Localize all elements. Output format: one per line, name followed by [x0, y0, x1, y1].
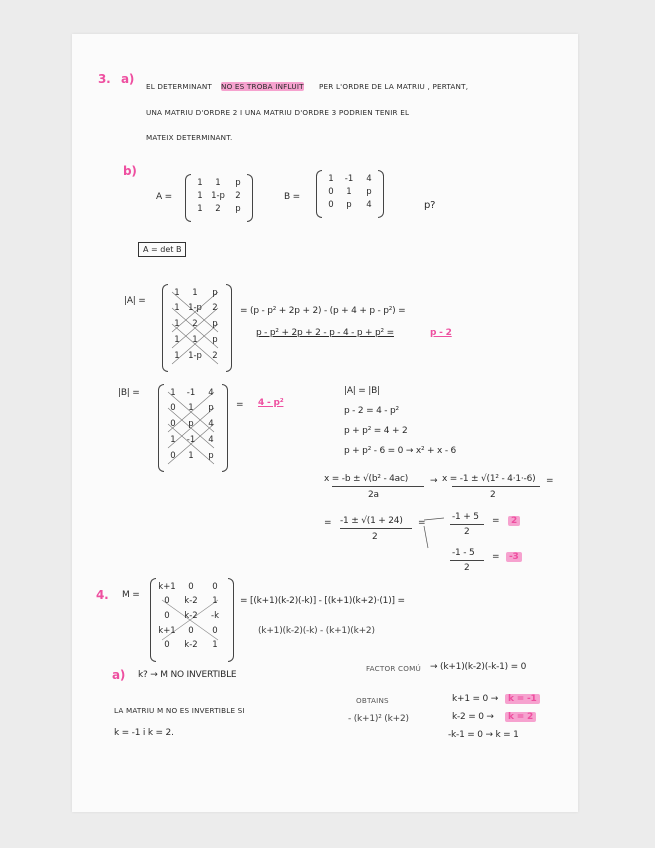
formula-substituted-num: x = -1 ± √(1² - 4·1·-6)	[442, 474, 536, 484]
obtaining-expr: - (k+1)² (k+2)	[348, 714, 409, 724]
scanned-page	[72, 34, 578, 812]
matrix-cell: k-2	[184, 640, 198, 650]
solution2-equals: =	[492, 552, 500, 562]
q3a-line1-start: EL DETERMINANT	[146, 82, 213, 91]
matrix-cell: p	[366, 187, 372, 197]
det-b-result: 4 - p²	[258, 398, 284, 408]
det-a-simplify: p - p² + 2p + 2 - p - 4 - p + p² =	[256, 328, 394, 338]
boxed-condition: A = det B	[138, 242, 186, 257]
formula-general-den: 2a	[368, 490, 379, 500]
factor-result: → (k+1)(k-2)(-k-1) = 0	[430, 662, 527, 672]
matrix-cell: 1	[174, 288, 180, 298]
matrix-cell: 2	[212, 303, 218, 313]
matrix-cell: 0	[212, 582, 218, 592]
q4-a-text-1: LA MATRIU M NO ES INVERTIBLE SI	[114, 706, 245, 715]
eq-line-4: p + p² - 6 = 0 → x² + x - 6	[344, 446, 457, 456]
matrix-cell: 0	[170, 419, 176, 429]
matrix-cell: 0	[328, 200, 334, 210]
matrix-cell: 1-p	[188, 303, 202, 313]
solution2-value: -3	[506, 552, 522, 562]
matrix-cell: 1	[170, 435, 176, 445]
matrix-cell: 1	[174, 351, 180, 361]
question-4-number: 4.	[96, 588, 109, 602]
solution2-den: 2	[464, 563, 470, 573]
matrix-cell: k-2	[184, 596, 198, 606]
matrix-cell: 1	[328, 174, 334, 184]
matrix-cell: 2	[235, 191, 241, 201]
matrix-cell: p	[346, 200, 352, 210]
obtaining-label: OBTAINS	[356, 696, 389, 705]
matrix-a	[191, 178, 247, 218]
formula-equals: =	[546, 476, 554, 486]
matrix-cell: 4	[366, 174, 372, 184]
root-2-value: k = 2	[505, 712, 536, 722]
matrix-cell: 2	[212, 351, 218, 361]
root-1-value: k = -1	[505, 694, 540, 704]
matrix-cell: p	[208, 403, 214, 413]
matrix-cell: -k	[211, 611, 219, 621]
eq-line-1: |A| = |B|	[344, 386, 380, 396]
root-3-eq: -k-1 = 0 → k = 1	[448, 730, 519, 740]
matrix-b	[322, 174, 378, 214]
q3a-highlight: NO ES TROBA INFLUIT	[221, 82, 304, 91]
matrix-cell: 0	[188, 626, 194, 636]
matrix-cell: 1	[188, 451, 194, 461]
fraction-bar	[332, 486, 424, 487]
fraction-bar	[340, 528, 412, 529]
root-1-eq: k+1 = 0 →	[452, 694, 499, 704]
root-2-eq: k-2 = 0 →	[452, 712, 494, 722]
matrix-cell: -1	[186, 435, 196, 445]
matrix-cell: 1	[212, 596, 218, 606]
matrix-cell: 2	[192, 319, 198, 329]
matrix-cell: p	[212, 319, 218, 329]
fraction-bar	[450, 560, 484, 561]
matrix-cell: 1	[197, 204, 203, 214]
matrix-cell: k+1	[158, 626, 176, 636]
sarrus-b	[164, 388, 222, 468]
solution2-num: -1 - 5	[452, 548, 475, 558]
matrix-cell: p	[212, 335, 218, 345]
det-a-result: p - 2	[430, 328, 452, 338]
fraction-bar	[452, 486, 540, 487]
matrix-cell: 0	[164, 640, 170, 650]
q3a-line3: MATEIX DETERMINANT.	[146, 133, 233, 142]
det-a-expansion: = (p - p² + 2p + 2) - (p + 4 + p - p²) =	[240, 306, 406, 316]
matrix-cell: p	[235, 204, 241, 214]
matrix-cell: 1	[174, 303, 180, 313]
q4-a-text-2: k = -1 i k = 2.	[114, 728, 174, 738]
sarrus-m	[156, 582, 228, 658]
matrix-b-label: B =	[284, 192, 300, 202]
eq-line-3: p + p² = 4 + 2	[344, 426, 408, 436]
matrix-cell: p	[188, 419, 194, 429]
part-b-label: b)	[123, 164, 137, 178]
matrix-cell: 1	[174, 319, 180, 329]
matrix-cell: 1	[174, 335, 180, 345]
matrix-cell: 1	[170, 388, 176, 398]
matrix-cell: 1	[192, 335, 198, 345]
formula-simplified-den: 2	[372, 532, 378, 542]
matrix-a-label: A =	[156, 192, 172, 202]
matrix-cell: p	[208, 451, 214, 461]
q4-part-a-title: k? → M NO INVERTIBLE	[138, 670, 237, 680]
q3a-line2: UNA MATRIU D'ORDRE 2 I UNA MATRIU D'ORDRE 3 PODRIEN TENIR EL	[146, 108, 410, 117]
matrix-cell: 1	[197, 178, 203, 188]
matrix-cell: 0	[212, 626, 218, 636]
question-3-number: 3.	[98, 72, 111, 86]
solution1-value: 2	[508, 516, 520, 526]
matrix-cell: 1-p	[188, 351, 202, 361]
sarrus-a	[168, 288, 226, 368]
fraction-bar	[450, 524, 484, 525]
matrix-m-label: M =	[122, 590, 140, 600]
formula-general-num: x = -b ± √(b² - 4ac)	[324, 474, 409, 484]
matrix-cell: 1	[215, 178, 221, 188]
matrix-cell: k-2	[184, 611, 198, 621]
solution1-num: -1 + 5	[452, 512, 479, 522]
matrix-cell: 4	[208, 435, 214, 445]
p-question: p?	[424, 200, 436, 211]
matrix-cell: 1-p	[211, 191, 225, 201]
arrow-icon: →	[430, 476, 438, 486]
solution1-equals: =	[492, 516, 500, 526]
matrix-cell: 1	[197, 191, 203, 201]
matrix-cell: 0	[164, 596, 170, 606]
det-m-simplify: (k+1)(k-2)(-k) - (k+1)(k+2)	[258, 626, 375, 636]
matrix-cell: p	[235, 178, 241, 188]
matrix-cell: 0	[170, 451, 176, 461]
det-b-label: |B| =	[118, 388, 140, 398]
matrix-cell: 1	[188, 403, 194, 413]
formula-substituted-den: 2	[490, 490, 496, 500]
det-b-equals: =	[236, 400, 244, 410]
matrix-cell: 0	[188, 582, 194, 592]
formula-simplified-num: -1 ± √(1 + 24)	[340, 516, 403, 526]
matrix-cell: p	[212, 288, 218, 298]
matrix-cell: 0	[164, 611, 170, 621]
matrix-cell: -1	[344, 174, 354, 184]
matrix-cell: 4	[208, 388, 214, 398]
det-a-label: |A| =	[124, 296, 146, 306]
q4-part-a-label: a)	[112, 668, 126, 682]
factor-label: FACTOR COMÚ	[366, 664, 421, 673]
matrix-cell: k+1	[158, 582, 176, 592]
matrix-cell: 0	[170, 403, 176, 413]
det-m-expansion: = [(k+1)(k-2)(-k)] - [(k+1)(k+2)·(1)] =	[240, 596, 405, 606]
eq-line-2: p - 2 = 4 - p²	[344, 406, 399, 416]
matrix-cell: -1	[186, 388, 196, 398]
solution1-den: 2	[464, 527, 470, 537]
matrix-cell: 1	[192, 288, 198, 298]
q3a-line1-end: PER L'ORDRE DE LA MATRIU , PERTANT,	[319, 82, 469, 91]
matrix-cell: 4	[208, 419, 214, 429]
matrix-cell: 4	[366, 200, 372, 210]
matrix-cell: 2	[215, 204, 221, 214]
matrix-cell: 0	[328, 187, 334, 197]
matrix-cell: 1	[212, 640, 218, 650]
matrix-cell: 1	[346, 187, 352, 197]
formula-equals: =	[418, 518, 426, 528]
part-a-label: a)	[121, 72, 135, 86]
formula-equals: =	[324, 518, 332, 528]
